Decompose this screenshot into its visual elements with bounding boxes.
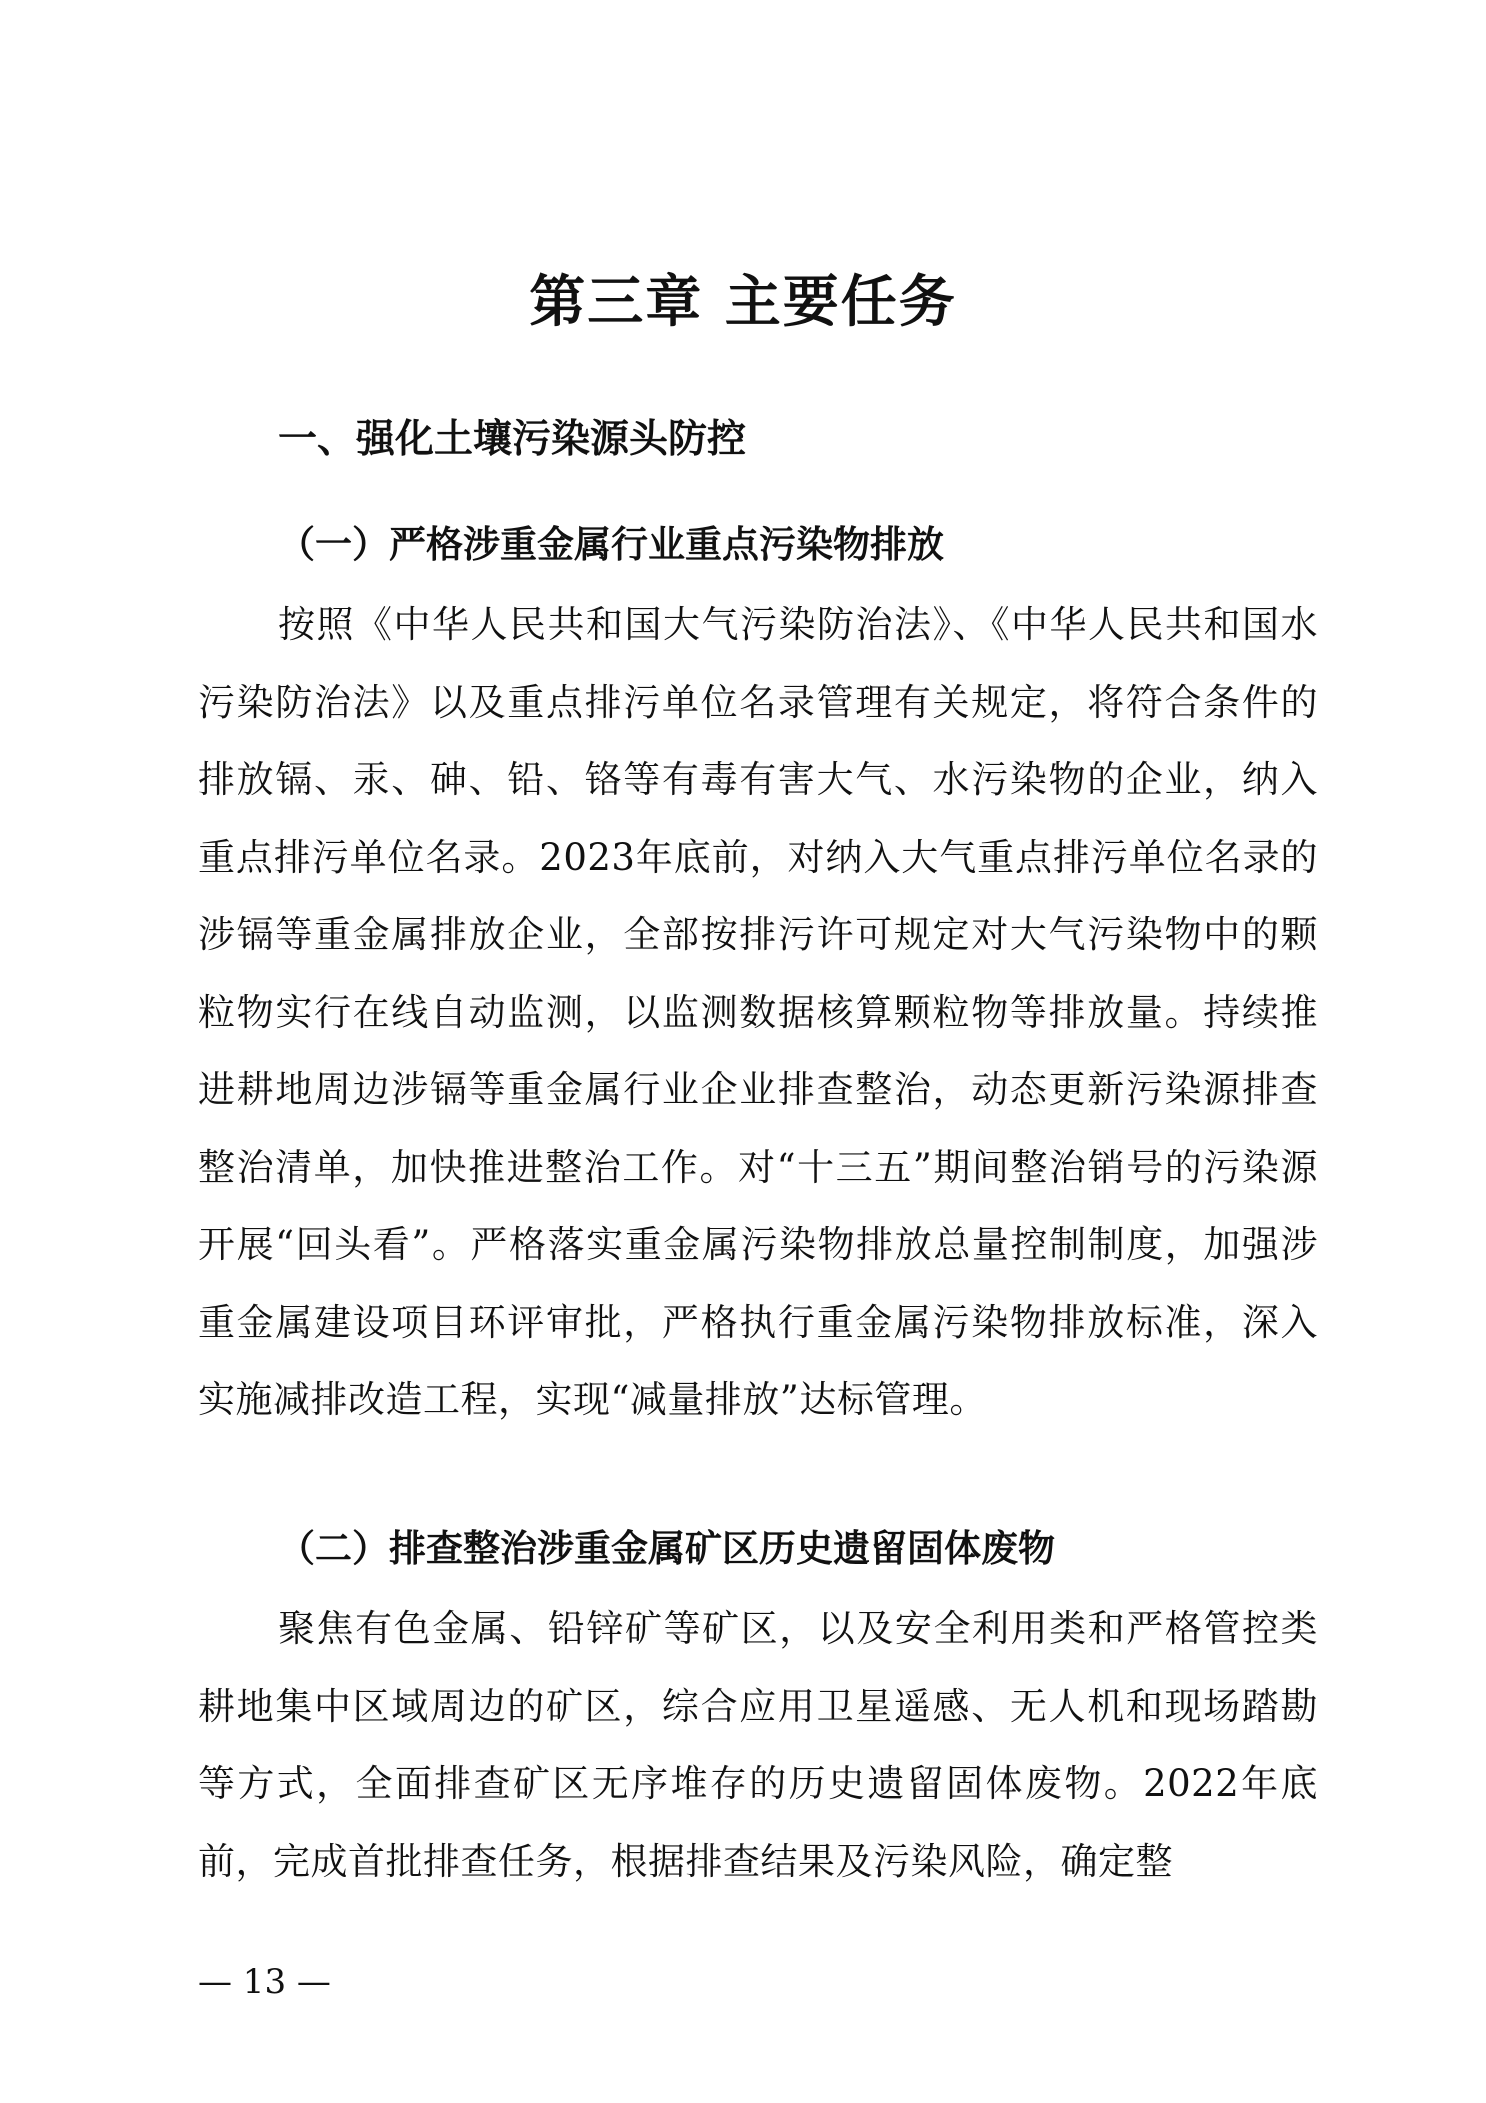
body-paragraph-1: 按照《中华人民共和国大气污染防治法》、《中华人民共和国水污染防治法》以及重点排污单位名录管理有关规定，将符合条件的排放镉、汞、砷、铅、铬等有毒有害大气、水污染物的企业，纳入重点排污单位名录。2023年底前，对纳入大气重点排污单位名录的涉镉等重金属排放企业，全部按排污许可规定对大气污染物中的颗粒物实行在线自动监测，以监测数据核算颗粒物等排放量。持续推进耕地周边涉镉等重金属行业企业排查整治，动态更新污染源排查整治清单，加快推进整治工作。对“十三五”期间整治销号的污染源开展“回头看”。严格落实重金属污染物排放总量控制制度，加强涉重金属建设项目环评审批，严格执行重金属污染物排放标准，深入实施减排改造工程，实现“减量排放”达标管理。 <box>198 603 1318 1421</box>
section-heading: 一、强化土壤污染源头防控 <box>278 417 747 462</box>
chapter-title: 第三章 主要任务 <box>529 269 957 335</box>
subsection-heading-2: （二）排查整治涉重金属矿区历史遗留固体废物 <box>278 1526 1055 1570</box>
body-paragraph-2: 聚焦有色金属、铅锌矿等矿区，以及安全利用类和严格管控类耕地集中区域周边的矿区，综合应用卫星遥感、无人机和现场踏勘等方式，全面排查矿区无序堆存的历史遗留固体废物。2022年底前，完成首批排查任务，根据排查结果及污染风险，确定整 <box>198 1607 1318 1883</box>
page-number: — 13 — <box>198 1962 331 2002</box>
subsection-heading-1: （一）严格涉重金属行业重点污染物排放 <box>278 522 944 566</box>
